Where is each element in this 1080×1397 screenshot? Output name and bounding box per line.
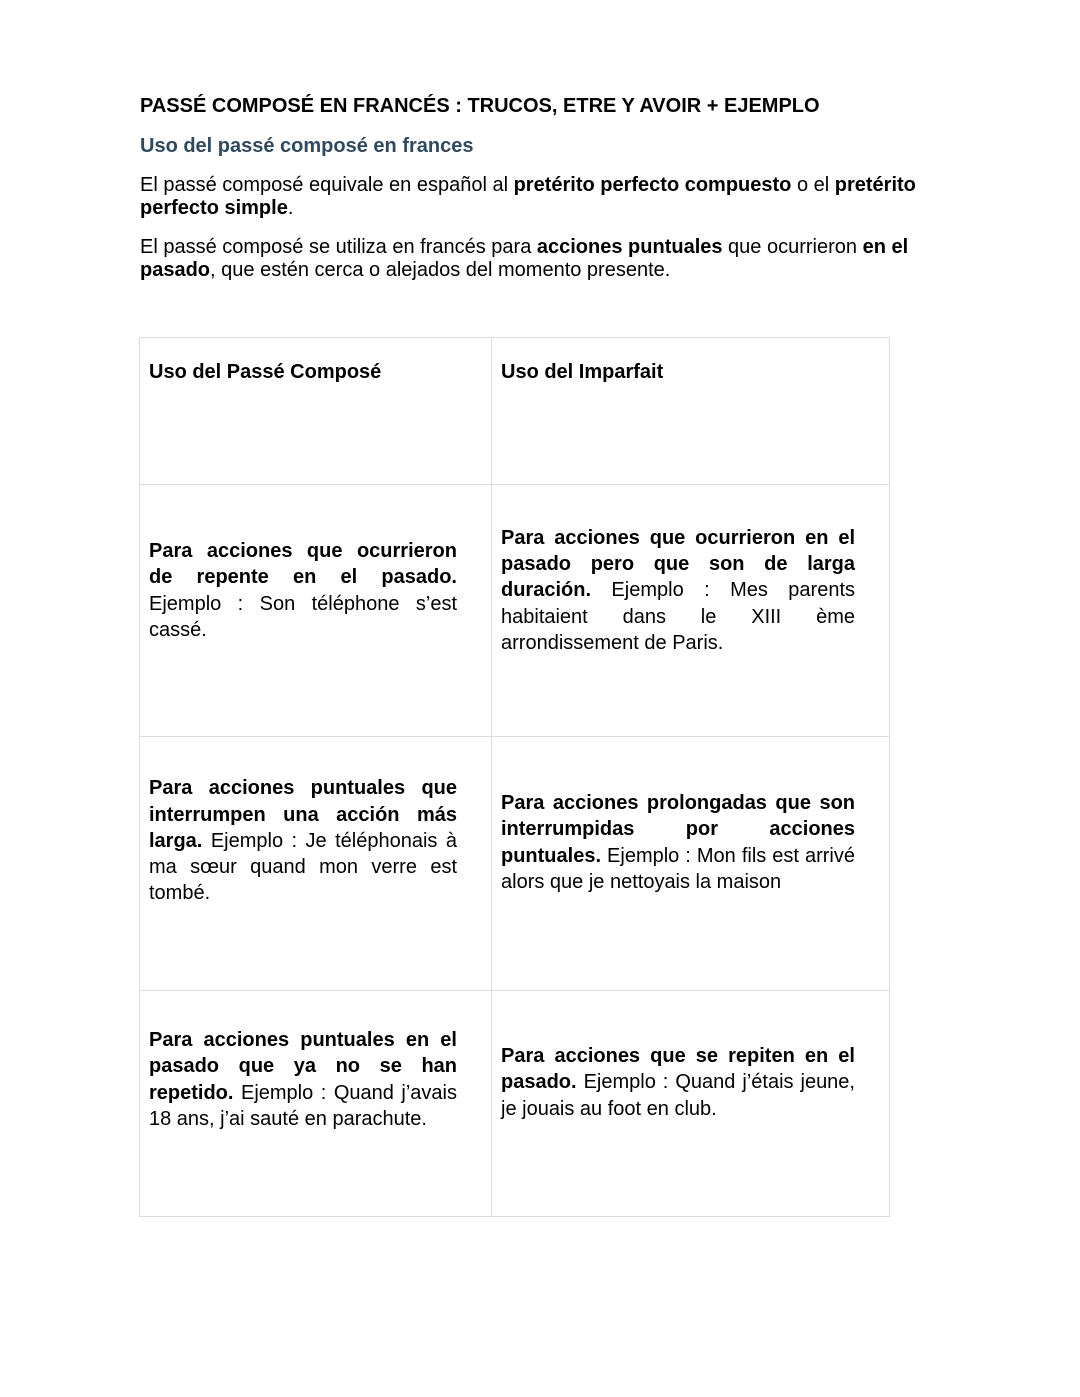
cell-bold-text: Para acciones que ocurrieron en el pasado pero que son de larga duración. [501, 526, 855, 602]
table-cell-imparfait [492, 737, 890, 991]
paragraph-text: El passé composé se utiliza en francés para [140, 236, 537, 258]
table-cell-passe-compose [140, 991, 492, 1217]
cell-bold-text: Para acciones que ocurrieron de repente en el pasado. [149, 539, 457, 589]
page-title: PASSÉ COMPOSÉ EN FRANCÉS : TRUCOS, ETRE Y AVOIR + EJEMPLO [140, 95, 820, 117]
paragraph-bold: en el pasado [140, 236, 909, 281]
paragraph-text: o el [791, 174, 835, 196]
table-cell-imparfait [492, 991, 890, 1217]
intro-paragraph [140, 174, 930, 220]
cell-example-text: Ejemplo : Je téléphonais à ma sœur quand mon verre est tombé. [149, 829, 457, 905]
table-row [140, 991, 890, 1217]
cell-bold-text: Para acciones puntuales que interrumpen una acción más larga. [149, 777, 457, 852]
table-row [140, 485, 890, 737]
usage-paragraph [140, 236, 930, 282]
paragraph-text: , que estén cerca o alejados del momento presente. [210, 259, 671, 281]
section-heading: Uso del passé composé en frances [140, 135, 474, 157]
paragraph-bold: acciones puntuales [536, 236, 723, 258]
paragraph-bold: pretérito perfecto compuesto [513, 174, 792, 196]
cell-bold-text: Para acciones puntuales en el pasado que ya no se han repetido. [149, 1028, 457, 1104]
paragraph-text: que ocurrieron [722, 236, 863, 258]
table-header-cell: Uso del Imparfait [492, 338, 890, 485]
comparison-table [139, 337, 890, 1217]
cell-example-text: Ejemplo : Mon fils est arrivé alors que je nettoyais la maison [501, 844, 855, 893]
table-header-cell: Uso del Passé Composé [140, 338, 492, 485]
cell-example-text: Ejemplo : Mes parents habitaient dans le XIII ème arrondissement de Paris. [501, 579, 855, 654]
table-row [140, 737, 890, 991]
paragraph-text: El passé composé equivale en español al [140, 174, 514, 196]
paragraph-bold: pretérito perfecto simple [140, 174, 916, 219]
table-cell-passe-compose [140, 737, 492, 991]
cell-example-text: Ejemplo : Quand j’étais jeune, je jouais au foot en club. [501, 1071, 855, 1120]
table-cell-passe-compose [140, 485, 492, 737]
paragraph-text: . [287, 197, 294, 219]
cell-example-text: Ejemplo : Quand j’avais 18 ans, j’ai sauté en parachute. [149, 1081, 457, 1130]
cell-bold-text: Para acciones que se repiten en el pasado. [501, 1045, 855, 1094]
cell-bold-text: Para acciones prolongadas que son interrumpidas por acciones puntuales. [501, 791, 855, 867]
table-header-row [140, 338, 890, 485]
cell-example-text: Ejemplo : Son téléphone s’est cassé. [149, 592, 457, 641]
table-cell-imparfait [492, 485, 890, 737]
document-body [140, 92, 930, 282]
